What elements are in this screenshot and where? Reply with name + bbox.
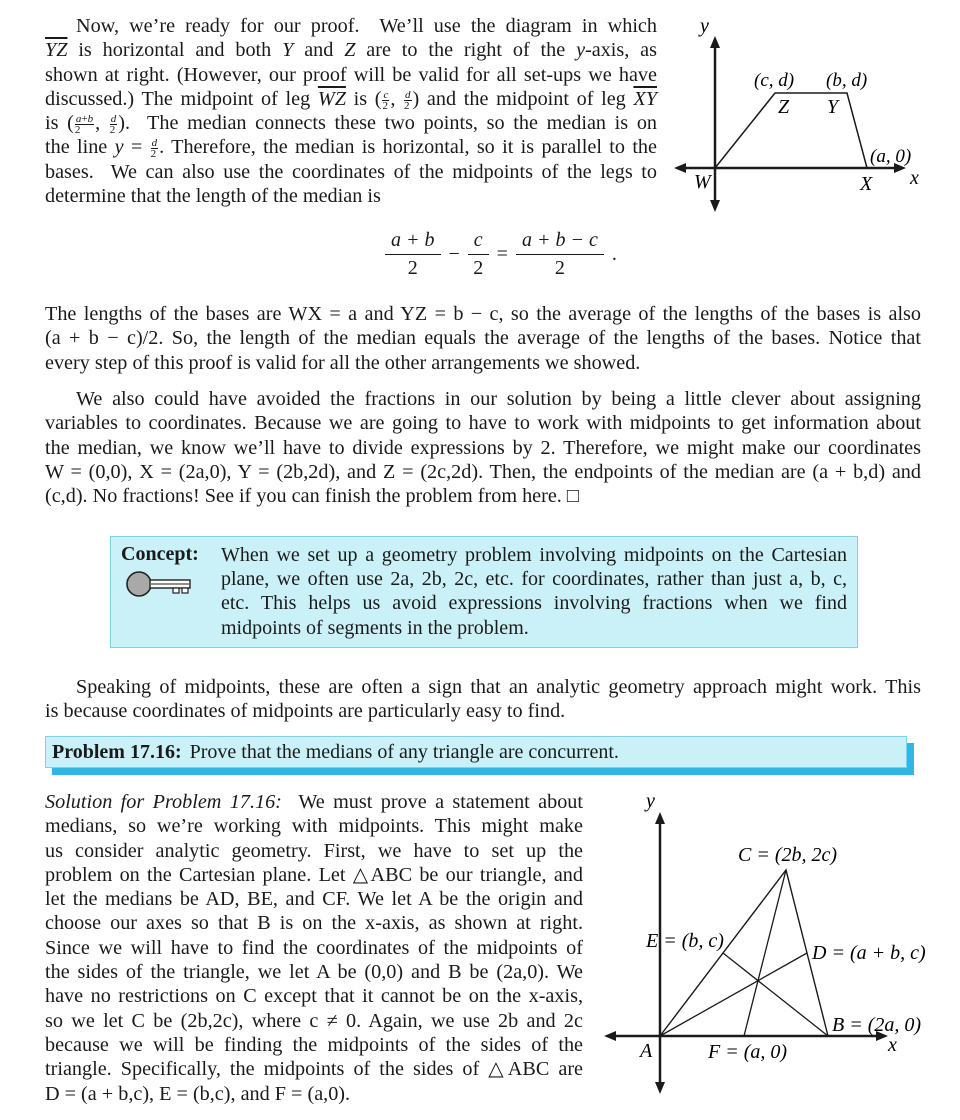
median-length-equation <box>385 228 617 281</box>
y-axis-down-arrow-icon <box>710 200 720 212</box>
text-line: triangle. Specifically, the midpoints of the sides of △ABC are <box>45 1058 583 1081</box>
text-line: (c,d). No fractions! See if you can finish the problem from here. □ <box>45 485 580 508</box>
numerator: c <box>468 228 489 255</box>
denominator: 2 <box>407 257 418 279</box>
text-line: is ( $\frac{a+b}{2}$ , $\frac{d}{2}$ ). The median connects these two points, so the median is on <box>45 112 658 137</box>
y-axis-label: y <box>646 790 655 812</box>
triangle-medians-diagram <box>600 785 940 1105</box>
text-line: determine that the length of the median is <box>45 185 381 208</box>
key-icon <box>125 570 195 598</box>
text-line: medians, so we’re working with midpoints. This might make <box>45 815 583 838</box>
text-line: bases. We can also use the coordinates of the midpoints of the legs to <box>45 160 657 183</box>
text-line: choose our axes so that B is on the x-axis, as shown at right. <box>45 912 583 935</box>
point-z-coord: (c, d) <box>754 70 795 91</box>
fraction <box>516 228 604 281</box>
x-axis-label: x <box>910 167 919 189</box>
x-axis-left-arrow-icon <box>604 1031 616 1041</box>
text-line: variables to coordinates. Because we are going to have to work with midpoints to get information about <box>45 412 921 435</box>
text-line: the sides of the triangle, we let A be (0,0) and B be (2a,0). We <box>45 961 583 984</box>
concept-callout <box>110 536 858 648</box>
solution-heading: Solution for Problem 17.16: <box>45 791 282 813</box>
problem-text: Prove that the medians of any triangle are concurrent. <box>189 741 619 763</box>
point-y-label: Y <box>827 96 839 118</box>
text-line: We also could have avoided the fractions in our solution by being a little clever about assigning <box>76 388 921 410</box>
equals-sign: = <box>496 243 508 265</box>
numerator: a + b <box>385 228 441 255</box>
text-line: midpoints of segments in the problem. <box>221 616 529 639</box>
text-line: is because coordinates of midpoints are particularly easy to find. <box>45 700 566 723</box>
point-e-label: E = (b, c) <box>646 930 724 952</box>
concept-text <box>221 543 847 640</box>
y-axis-down-arrow-icon <box>655 1082 665 1094</box>
point-d-label: D = (a + b, c) <box>812 942 926 964</box>
text-line: have no restrictions on C except that it cannot be on the x-axis, <box>45 985 583 1008</box>
text-line: Now, we’re ready for our proof. We’ll use the diagram in which <box>76 15 657 37</box>
point-x-coord: (a, 0) <box>870 146 912 167</box>
text-line: let the medians be AD, BE, and CF. We let A be the origin and <box>45 888 583 911</box>
x-axis-left-arrow-icon <box>674 163 686 173</box>
text-line: so we let C be (2b,2c), where c ≠ 0. Again, we use 2b and 2c <box>45 1009 583 1032</box>
text-line: (a + b − c)/2. So, the length of the median equals the average of the lengths of the bases. Notice that <box>45 327 921 350</box>
minus-sign: − <box>448 243 460 265</box>
point-a-label: A <box>640 1040 653 1062</box>
denominator: 2 <box>554 257 565 279</box>
point-b-label: B = (2a, 0) <box>832 1014 922 1036</box>
proof-paragraph-3 <box>45 387 921 508</box>
point-f-label: F = (a, 0) <box>708 1041 788 1063</box>
proof-paragraph-2 <box>45 302 921 375</box>
y-axis-up-arrow-icon <box>655 812 665 824</box>
denominator: 2 <box>473 257 484 279</box>
text-line: the median, we know we’ll have to divide expressions by 2. Therefore, we might make our coordinates <box>45 436 921 459</box>
text-line: us consider analytic geometry. First, we have to set up the <box>45 839 583 862</box>
point-y-coord: (b, d) <box>826 70 868 91</box>
fraction <box>385 228 441 281</box>
text-line: problem on the Cartesian plane. Let △ABC be our triangle, and <box>45 863 583 886</box>
fraction <box>468 228 489 281</box>
midpoints-paragraph <box>45 675 921 724</box>
text-line: every step of this proof is valid for all the other arrangements we showed. <box>45 351 641 374</box>
text-line: because we will be finding the midpoints of the sides of the <box>45 1033 583 1056</box>
text-line: Speaking of midpoints, these are often a sign that an analytic geometry approach might work. This <box>76 676 921 698</box>
point-z-label: Z <box>778 96 790 118</box>
text-line: The lengths of the bases are WX = a and YZ = b − c, so the average of the lengths of the bases is also <box>45 303 921 325</box>
text-line: the line y = $\frac{d}{2}$ . Therefore, the median is horizontal, so it is parallel to the <box>45 136 657 161</box>
text-line: plane, we often use 2a, 2b, 2c, etc. for coordinates, rather than just a, b, c, <box>221 568 847 591</box>
y-axis-up-arrow-icon <box>710 36 720 48</box>
point-w-label: W <box>694 171 711 193</box>
period: . <box>611 243 617 265</box>
point-c-label: C = (2b, 2c) <box>738 844 838 866</box>
y-axis-label: y <box>700 15 709 37</box>
numerator: a + b − c <box>516 228 604 255</box>
text-line: When we set up a geometry problem involving midpoints on the Cartesian <box>221 544 847 566</box>
text-line: shown at right. (However, our proof will be valid for all set-ups we have <box>45 63 657 86</box>
solution-paragraph <box>45 790 583 1106</box>
text-line: $\overline{YZ}$ is horizontal and both Y and Z are to the right of the y-axis, as <box>45 39 657 62</box>
text-line: discussed.) The midpoint of leg $\overline{WZ}$ is ( $\frac{c}{2}$ , $\frac{d}{2}$ ) and the midpoint of leg $\overline{XY}$ <box>45 87 658 112</box>
text-line: etc. This helps us avoid expressions involving fractions when we find <box>221 592 847 615</box>
trapezoid-diagram <box>670 10 950 220</box>
concept-label: Concept: <box>121 543 199 565</box>
text-line: W = (0,0), X = (2a,0), Y = (2b,2d), and Z = (2c,2d). Then, the endpoints of the median are (a + b,d) and <box>45 460 921 483</box>
problem-label: Problem 17.16: <box>52 741 182 763</box>
point-x-label: X <box>860 173 873 195</box>
text-line: D = (a + b,c), E = (b,c), and F = (a,0). <box>45 1082 351 1105</box>
problem-statement-box <box>45 736 907 768</box>
text-span: We must prove a statement about <box>298 791 583 813</box>
text-line: Since we will have to find the coordinates of the midpoints of <box>45 936 583 959</box>
text-line <box>45 790 583 814</box>
proof-paragraph-1 <box>45 14 657 208</box>
x-axis-label: x <box>888 1034 897 1056</box>
